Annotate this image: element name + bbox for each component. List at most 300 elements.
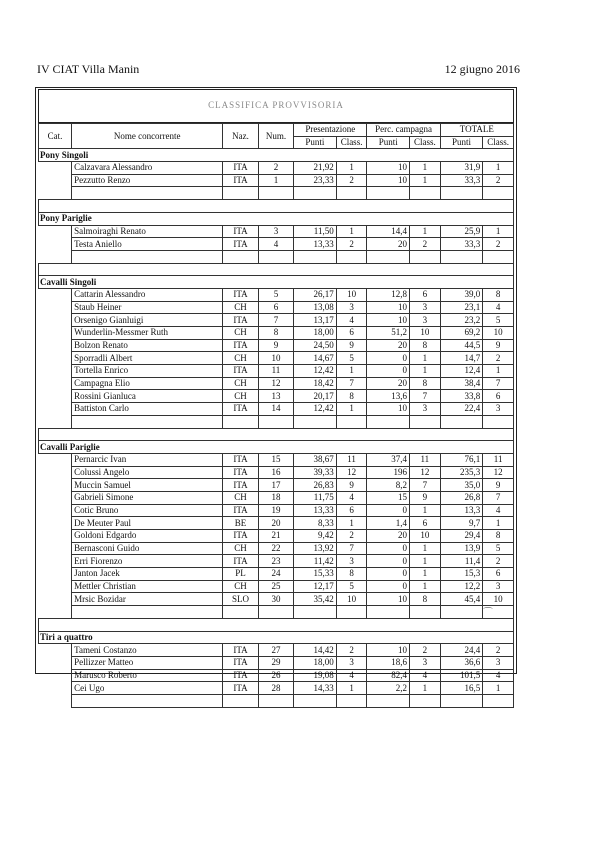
blank-cell: [258, 694, 293, 707]
page-title: CLASSIFICA PROVVISORIA: [208, 100, 344, 110]
table-row: [39, 238, 514, 251]
total-points: 23,2: [440, 314, 483, 327]
total-rank: 2: [483, 352, 514, 365]
total-points: 235,3: [440, 466, 483, 479]
col-num: Num.: [258, 124, 293, 149]
perc-rank: 6: [409, 517, 440, 530]
total-points: 33,8: [440, 390, 483, 403]
group-name: Pony Singoli: [39, 149, 514, 162]
blank-row: [39, 415, 514, 428]
entry-number: 9: [258, 339, 293, 352]
col-cat: Cat.: [39, 124, 72, 149]
blank-row: [39, 694, 514, 707]
perc-rank: 2: [409, 644, 440, 657]
blank-cell: [258, 606, 293, 619]
cat-cell: [39, 517, 72, 530]
total-rank: 5: [483, 314, 514, 327]
entry-number: 27: [258, 644, 293, 657]
competitor-name: Rossini Gianluca: [72, 390, 223, 403]
pres-rank: 1: [336, 225, 367, 238]
pres-rank: 1: [336, 162, 367, 175]
competitor-name: Orsenigo Gianluigi: [72, 314, 223, 327]
pres-rank: 6: [336, 327, 367, 340]
pres-points: 14,67: [294, 352, 337, 365]
table-row: [39, 682, 514, 695]
perc-rank: 1: [409, 365, 440, 378]
entry-number: 21: [258, 530, 293, 543]
blank-cell: [367, 250, 410, 263]
pres-rank: 1: [336, 403, 367, 416]
nation: ITA: [223, 656, 258, 669]
perc-rank: 1: [409, 542, 440, 555]
cat-cell: [39, 377, 72, 390]
pres-points: 13,33: [294, 238, 337, 251]
blank-cell: [409, 694, 440, 707]
table-row: [39, 352, 514, 365]
group-gap: [39, 618, 514, 631]
competitor-name: Sporradli Albert: [72, 352, 223, 365]
competitor-name: De Meuter Paul: [72, 517, 223, 530]
pres-points: 11,50: [294, 225, 337, 238]
cat-cell: [39, 669, 72, 682]
col-punti: Punti: [367, 136, 410, 149]
perc-points: 10: [367, 174, 410, 187]
entry-number: 8: [258, 327, 293, 340]
perc-points: 14,4: [367, 225, 410, 238]
cat-cell: [39, 593, 72, 606]
perc-points: 20: [367, 377, 410, 390]
entry-number: 3: [258, 225, 293, 238]
blank-cell: [336, 250, 367, 263]
total-rank: 10: [483, 327, 514, 340]
total-points: 23,1: [440, 301, 483, 314]
total-rank: 3: [483, 656, 514, 669]
cat-cell: [39, 250, 72, 263]
entry-number: 10: [258, 352, 293, 365]
col-punti: Punti: [294, 136, 337, 149]
competitor-name: Staub Heiner: [72, 301, 223, 314]
blank-cell: [258, 250, 293, 263]
table-row: [39, 504, 514, 517]
col-presentazione: Presentazione: [294, 124, 367, 137]
entry-number: 16: [258, 466, 293, 479]
total-rank: 2: [483, 238, 514, 251]
cat-cell: [39, 225, 72, 238]
perc-points: 51,2: [367, 327, 410, 340]
competitor-name: Campagna Elio: [72, 377, 223, 390]
table-row: [39, 453, 514, 466]
total-points: 29,4: [440, 530, 483, 543]
pres-rank: 4: [336, 669, 367, 682]
nation: ITA: [223, 479, 258, 492]
nation: CH: [223, 352, 258, 365]
total-rank: 8: [483, 530, 514, 543]
perc-rank: 8: [409, 377, 440, 390]
nation: ITA: [223, 403, 258, 416]
perc-rank: 3: [409, 314, 440, 327]
entry-number: 22: [258, 542, 293, 555]
total-rank: 9: [483, 479, 514, 492]
blank-cell: [294, 694, 337, 707]
cat-cell: [39, 606, 72, 619]
total-points: 25,9: [440, 225, 483, 238]
perc-points: 10: [367, 314, 410, 327]
cat-cell: [39, 479, 72, 492]
total-points: 101,5: [440, 669, 483, 682]
event-title: IV CIAT Villa Manin: [37, 62, 140, 76]
blank-cell: [440, 187, 483, 200]
pencil-mark: ⌒: [483, 608, 493, 619]
entry-number: 23: [258, 555, 293, 568]
cat-cell: [39, 644, 72, 657]
nation: ITA: [223, 682, 258, 695]
competitor-name: Calzavara Alessandro: [72, 162, 223, 175]
pres-rank: 5: [336, 580, 367, 593]
perc-rank: 3: [409, 656, 440, 669]
total-points: 36,6: [440, 656, 483, 669]
col-totale: TOTALE: [440, 124, 513, 137]
cat-cell: [39, 453, 72, 466]
perc-rank: 3: [409, 301, 440, 314]
blank-cell: [223, 250, 258, 263]
competitor-name: Gabrieli Simone: [72, 491, 223, 504]
table-row: [39, 162, 514, 175]
gap-cell: [39, 200, 514, 213]
cat-cell: [39, 530, 72, 543]
total-rank: 3: [483, 403, 514, 416]
competitor-name: Tameni Costanzo: [72, 644, 223, 657]
pres-rank: 9: [336, 479, 367, 492]
nation: SLO: [223, 593, 258, 606]
blank-cell: [367, 415, 410, 428]
pres-rank: 1: [336, 517, 367, 530]
competitor-name: Mettler Christian: [72, 580, 223, 593]
group-gap: [39, 428, 514, 441]
blank-cell: [409, 415, 440, 428]
nation: ITA: [223, 288, 258, 301]
col-punti: Punti: [440, 136, 483, 149]
group-name: Cavalli Singoli: [39, 276, 514, 289]
total-rank: 4: [483, 669, 514, 682]
competitor-name: Bolzon Renato: [72, 339, 223, 352]
gap-cell: [39, 428, 514, 441]
blank-cell: [223, 694, 258, 707]
competitor-name: Tortella Enrico: [72, 365, 223, 378]
entry-number: 26: [258, 669, 293, 682]
competitor-name: Colussi Angelo: [72, 466, 223, 479]
total-rank: 7: [483, 377, 514, 390]
nation: ITA: [223, 174, 258, 187]
group-name: Cavalli Pariglie: [39, 441, 514, 454]
perc-points: 1,4: [367, 517, 410, 530]
blank-cell: [294, 606, 337, 619]
blank-cell: [483, 187, 514, 200]
pres-rank: 4: [336, 314, 367, 327]
col-name: Nome concorrente: [72, 124, 223, 149]
pres-rank: 8: [336, 390, 367, 403]
table-row: [39, 555, 514, 568]
total-points: 76,1: [440, 453, 483, 466]
total-points: 33,3: [440, 238, 483, 251]
nation: ITA: [223, 644, 258, 657]
pres-rank: 2: [336, 238, 367, 251]
nation: ITA: [223, 314, 258, 327]
pres-points: 12,42: [294, 403, 337, 416]
pres-points: 14,33: [294, 682, 337, 695]
group-row: [39, 149, 514, 162]
pres-rank: 10: [336, 288, 367, 301]
cat-cell: [39, 491, 72, 504]
cat-cell: [39, 339, 72, 352]
perc-rank: 2: [409, 238, 440, 251]
perc-points: 18,6: [367, 656, 410, 669]
table-row: [39, 339, 514, 352]
table-row: [39, 377, 514, 390]
blank-cell: [258, 415, 293, 428]
blank-cell: [294, 187, 337, 200]
perc-rank: 10: [409, 327, 440, 340]
competitor-name: Pernarcic Ivan: [72, 453, 223, 466]
perc-points: 10: [367, 644, 410, 657]
cat-cell: [39, 288, 72, 301]
perc-points: 10: [367, 403, 410, 416]
total-rank: 1: [483, 682, 514, 695]
pres-points: 20,17: [294, 390, 337, 403]
entry-number: 2: [258, 162, 293, 175]
pres-rank: 7: [336, 377, 367, 390]
cat-cell: [39, 682, 72, 695]
perc-rank: 10: [409, 530, 440, 543]
total-points: 13,3: [440, 504, 483, 517]
entry-number: 29: [258, 656, 293, 669]
total-rank: 2: [483, 555, 514, 568]
blank-cell: [223, 187, 258, 200]
perc-points: 2,2: [367, 682, 410, 695]
cat-cell: [39, 352, 72, 365]
results-table: [38, 123, 514, 708]
competitor-name: Pellizzer Matteo: [72, 656, 223, 669]
pres-rank: 1: [336, 682, 367, 695]
perc-rank: 1: [409, 162, 440, 175]
entry-number: 14: [258, 403, 293, 416]
competitor-name: Muccin Samuel: [72, 479, 223, 492]
pres-points: 18,42: [294, 377, 337, 390]
cat-cell: [39, 174, 72, 187]
nation: ITA: [223, 162, 258, 175]
entry-number: 20: [258, 517, 293, 530]
total-points: 69,2: [440, 327, 483, 340]
pres-points: 14,42: [294, 644, 337, 657]
total-points: 16,5: [440, 682, 483, 695]
entry-number: 5: [258, 288, 293, 301]
perc-points: 0: [367, 352, 410, 365]
blank-cell: [72, 606, 223, 619]
cat-cell: [39, 466, 72, 479]
competitor-name: Mrsic Bozidar: [72, 593, 223, 606]
group-name: Tiri a quattro: [39, 631, 514, 644]
total-points: 38,4: [440, 377, 483, 390]
pres-points: 18,00: [294, 327, 337, 340]
perc-rank: 1: [409, 555, 440, 568]
blank-row: [39, 250, 514, 263]
perc-rank: 3: [409, 403, 440, 416]
table-row: [39, 365, 514, 378]
total-points: 12,4: [440, 365, 483, 378]
pres-points: 9,42: [294, 530, 337, 543]
total-points: 45,4: [440, 593, 483, 606]
perc-points: 13,6: [367, 390, 410, 403]
entry-number: 19: [258, 504, 293, 517]
event-date: 12 giugno 2016: [444, 62, 520, 76]
cat-cell: [39, 403, 72, 416]
perc-rank: 1: [409, 174, 440, 187]
table-row: [39, 174, 514, 187]
perc-points: 20: [367, 238, 410, 251]
perc-rank: 8: [409, 593, 440, 606]
blank-cell: [336, 415, 367, 428]
blank-cell: [294, 250, 337, 263]
pres-points: 8,33: [294, 517, 337, 530]
competitor-name: Wunderlin-Messmer Ruth: [72, 327, 223, 340]
table-row: [39, 225, 514, 238]
perc-points: 20: [367, 530, 410, 543]
blank-cell: [367, 694, 410, 707]
gap-cell: [39, 263, 514, 276]
competitor-name: Testa Aniello: [72, 238, 223, 251]
competitor-name: Erri Fiorenzo: [72, 555, 223, 568]
blank-cell: [72, 415, 223, 428]
pres-rank: 10: [336, 593, 367, 606]
table-row: [39, 403, 514, 416]
col-naz: Naz.: [223, 124, 258, 149]
blank-cell: [336, 187, 367, 200]
cat-cell: [39, 415, 72, 428]
entry-number: 11: [258, 365, 293, 378]
nation: ITA: [223, 504, 258, 517]
group-row: [39, 212, 514, 225]
col-class: Class.: [409, 136, 440, 149]
total-points: 14,7: [440, 352, 483, 365]
nation: ITA: [223, 225, 258, 238]
total-points: 12,2: [440, 580, 483, 593]
pres-rank: 9: [336, 339, 367, 352]
perc-points: 20: [367, 339, 410, 352]
cat-cell: [39, 580, 72, 593]
total-rank: 8: [483, 288, 514, 301]
blank-cell: [409, 606, 440, 619]
entry-number: 18: [258, 491, 293, 504]
total-rank: 1: [483, 162, 514, 175]
blank-cell: [294, 415, 337, 428]
entry-number: 17: [258, 479, 293, 492]
competitor-name: Salmoiraghi Renato: [72, 225, 223, 238]
nation: CH: [223, 542, 258, 555]
table-row: [39, 301, 514, 314]
competitor-name: Battiston Carlo: [72, 403, 223, 416]
competitor-name: Cei Ugo: [72, 682, 223, 695]
cat-cell: [39, 390, 72, 403]
perc-points: 15: [367, 491, 410, 504]
pres-rank: 2: [336, 174, 367, 187]
blank-cell: [440, 694, 483, 707]
perc-points: 8,2: [367, 479, 410, 492]
perc-points: 0: [367, 542, 410, 555]
group-name: Pony Pariglie: [39, 212, 514, 225]
total-rank: 1: [483, 225, 514, 238]
pres-points: 11,42: [294, 555, 337, 568]
perc-points: 10: [367, 301, 410, 314]
cat-cell: [39, 504, 72, 517]
blank-cell: [483, 415, 514, 428]
blank-cell: [223, 415, 258, 428]
blank-cell: [258, 187, 293, 200]
cat-cell: [39, 301, 72, 314]
total-rank: 6: [483, 390, 514, 403]
table-row: [39, 288, 514, 301]
pres-points: 19,08: [294, 669, 337, 682]
table-row: [39, 491, 514, 504]
nation: BE: [223, 517, 258, 530]
total-points: 9,7: [440, 517, 483, 530]
pres-rank: 1: [336, 365, 367, 378]
cat-cell: [39, 542, 72, 555]
table-row: [39, 314, 514, 327]
nation: ITA: [223, 365, 258, 378]
total-points: 35,0: [440, 479, 483, 492]
col-perc-campagna: Perc. campagna: [367, 124, 440, 137]
col-class: Class.: [483, 136, 514, 149]
pres-points: 15,33: [294, 568, 337, 581]
perc-rank: 1: [409, 504, 440, 517]
blank-cell: [72, 187, 223, 200]
cat-cell: [39, 694, 72, 707]
competitor-name: Cotic Bruno: [72, 504, 223, 517]
nation: CH: [223, 580, 258, 593]
pres-points: 24,50: [294, 339, 337, 352]
perc-rank: 1: [409, 225, 440, 238]
entry-number: 7: [258, 314, 293, 327]
competitor-name: Cattarin Alessandro: [72, 288, 223, 301]
nation: ITA: [223, 238, 258, 251]
total-points: 24,4: [440, 644, 483, 657]
nation: CH: [223, 491, 258, 504]
total-rank: 5: [483, 542, 514, 555]
pres-points: 21,92: [294, 162, 337, 175]
pres-points: 12,42: [294, 365, 337, 378]
blank-cell: [72, 694, 223, 707]
blank-cell: [409, 250, 440, 263]
perc-points: 10: [367, 162, 410, 175]
blank-cell: [223, 606, 258, 619]
nation: ITA: [223, 339, 258, 352]
table-row: [39, 390, 514, 403]
table-row: [39, 479, 514, 492]
blank-cell: [440, 250, 483, 263]
table-row: [39, 542, 514, 555]
pres-points: 11,75: [294, 491, 337, 504]
blank-cell: [440, 415, 483, 428]
total-rank: 11: [483, 453, 514, 466]
competitor-name: Janton Jacek: [72, 568, 223, 581]
cat-cell: [39, 656, 72, 669]
pres-rank: 4: [336, 491, 367, 504]
total-rank: 4: [483, 504, 514, 517]
perc-rank: 12: [409, 466, 440, 479]
nation: CH: [223, 377, 258, 390]
table-row: [39, 656, 514, 669]
nation: ITA: [223, 669, 258, 682]
total-rank: 9: [483, 339, 514, 352]
